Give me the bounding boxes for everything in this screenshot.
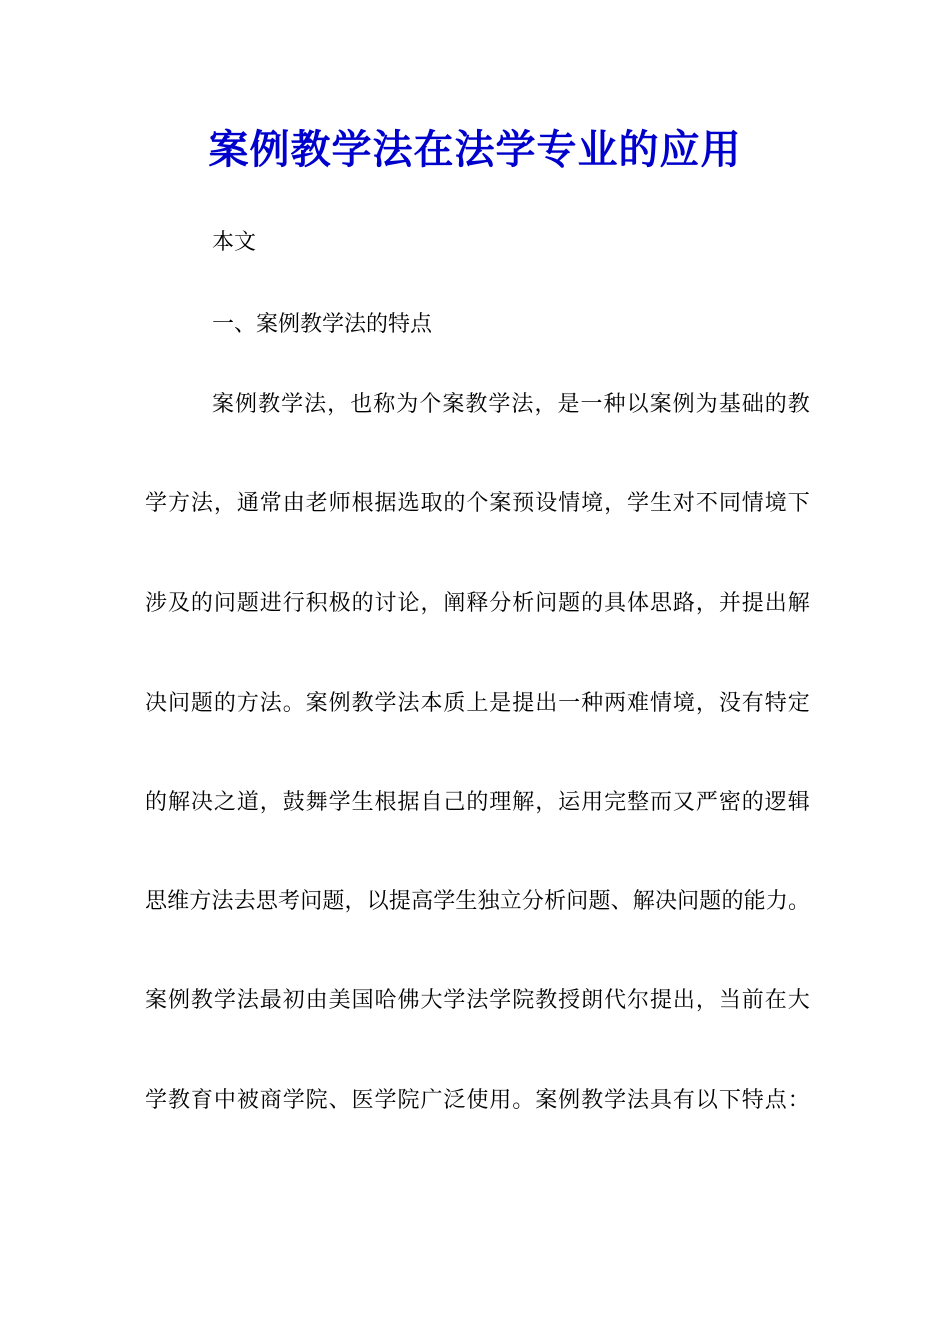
- paragraph-line: 案 例 教 学 法 最 初 由 美 国 哈 佛 大 学 法 学 院 教 授 朗 代 尔 提 出 ， 当 前 在 大: [145, 988, 810, 1013]
- paragraph-line: 思 维 方 法 去 思 考 问 题 ， 以 提 高 学 生 独 立 分 析 问 题 、 解 决 问 题 的 能 力 。: [145, 889, 810, 914]
- paragraph-line: 案 例 教 学 法 ， 也 称 为 个 案 教 学 法 ， 是 一 种 以 案 例 为 基 础 的 教: [212, 392, 810, 417]
- paragraph-line: 决 问 题 的 方 法 。 案 例 教 学 法 本 质 上 是 提 出 一 种 两 难 情 境 ， 没 有 特 定: [145, 691, 810, 716]
- paragraph-line: 涉 及 的 问 题 进 行 积 极 的 讨 论 ， 阐 释 分 析 问 题 的 具 体 思 路 ， 并 提 出 解: [145, 591, 810, 616]
- paragraph-line: 学 教 育 中 被 商 学 院 、 医 学 院 广 泛 使 用 。 案 例 教 学 法 具 有 以 下 特 点 ：: [145, 1088, 810, 1113]
- document-title: 案例教学法在法学专业的应用: [208, 127, 742, 173]
- intro-label: 本文: [212, 230, 257, 255]
- paragraph-line: 的 解 决 之 道 ， 鼓 舞 学 生 根 据 自 己 的 理 解 ， 运 用 完 整 而 又 严 密 的 逻 辑: [145, 790, 810, 815]
- section-heading: 一、案例教学法的特点: [212, 312, 433, 337]
- paragraph-line: 学 方 法 ， 通 常 由 老 师 根 据 选 取 的 个 案 预 设 情 境 ， 学 生 对 不 同 情 境 下: [145, 491, 810, 516]
